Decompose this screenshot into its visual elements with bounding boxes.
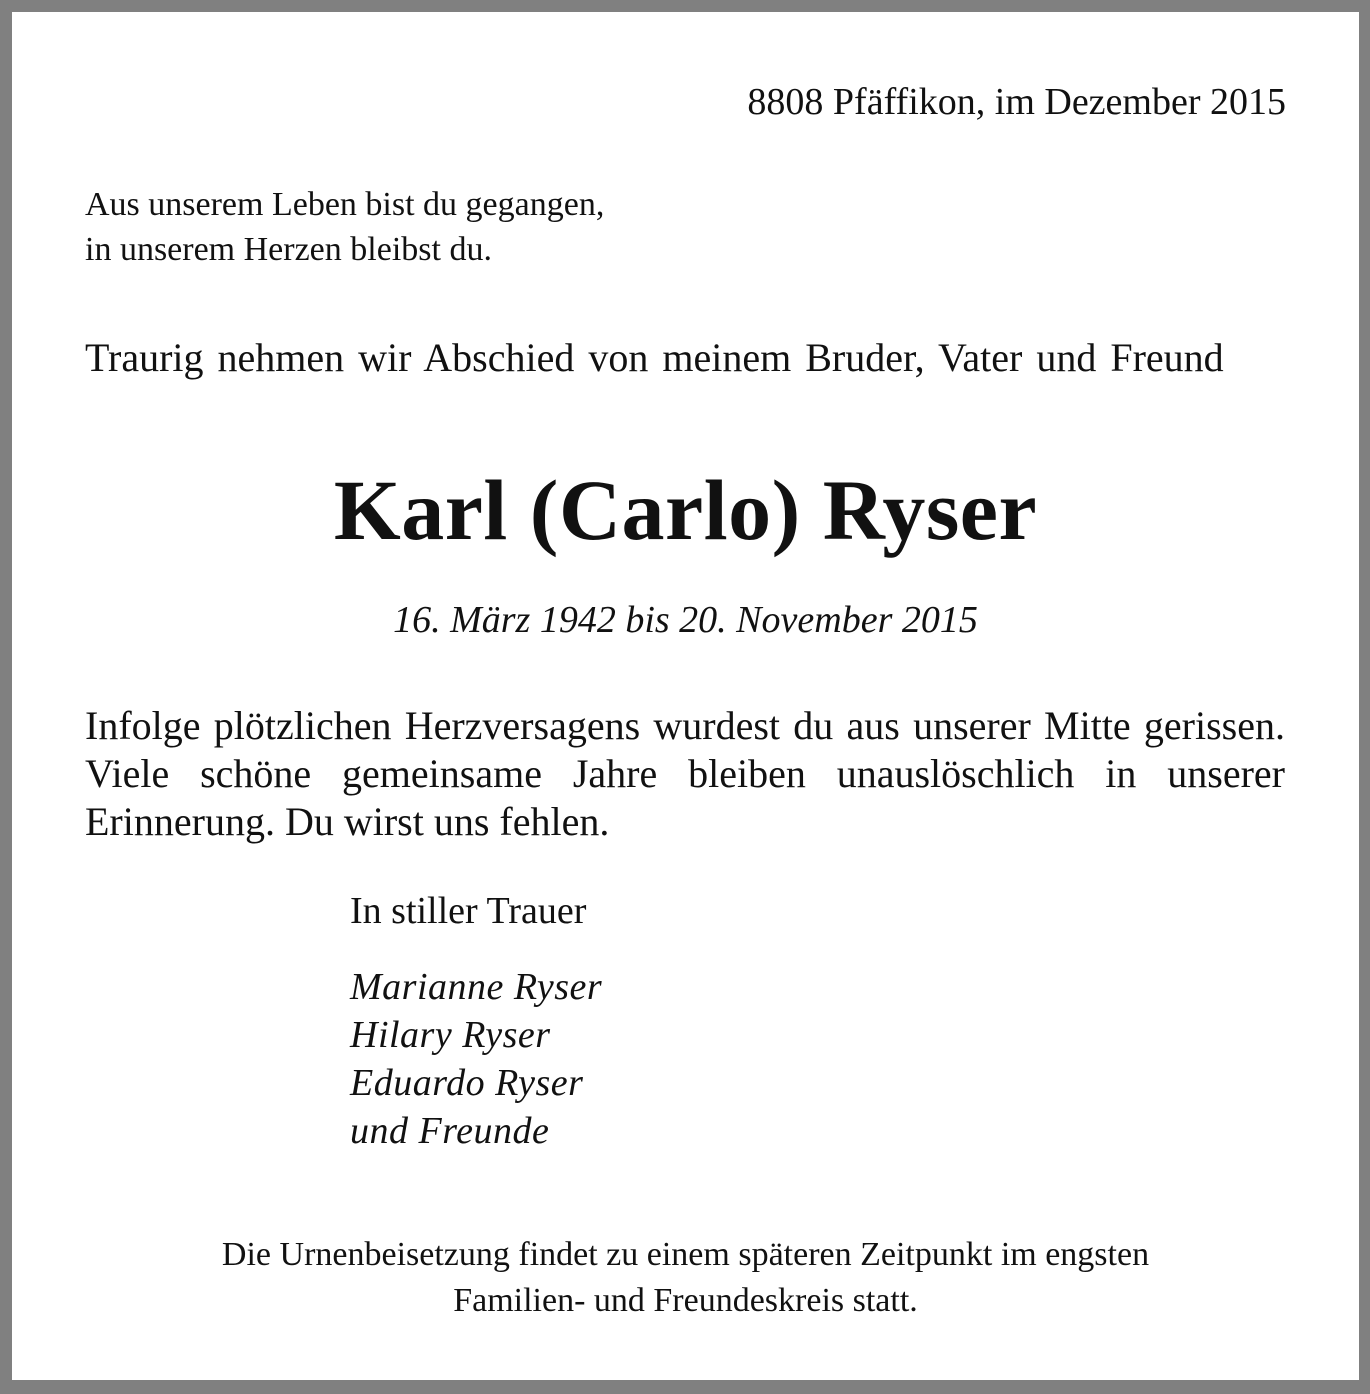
- motto-line: Aus unserem Leben bist du gegangen,: [85, 186, 605, 223]
- intro-text: Traurig nehmen wir Abschied von meinem Bruder, Vater und Freund: [85, 335, 1224, 380]
- burial-notice-line: Familien- und Freundeskreis statt.: [453, 1282, 918, 1319]
- mourners-list: [350, 963, 602, 1155]
- burial-notice-line: Die Urnenbeisetzung findet zu einem späteren Zeitpunkt im engsten: [221, 1236, 1150, 1273]
- obituary-card: [12, 12, 1359, 1380]
- mourner-name: und Freunde: [350, 1110, 550, 1152]
- motto-line: in unserem Herzen bleibst du.: [85, 231, 492, 268]
- place-date: 8808 Pfäffikon, im Dezember 2015: [747, 81, 1286, 123]
- mourner-name: Eduardo Ryser: [350, 1062, 584, 1104]
- deceased-name: Karl (Carlo) Ryser: [333, 462, 1038, 558]
- burial-notice: [12, 1232, 1359, 1324]
- message-text: Infolge plötzlichen Herzversagens wurdest du aus unserer Mitte gerissen. Viele schöne gemeinsame Jahre bleiben unauslöschlich in unserer Erinnerung. Du wirst uns fehlen.: [85, 703, 1285, 844]
- motto: [85, 182, 604, 272]
- mourner-name: Hilary Ryser: [350, 1014, 551, 1056]
- mourning-line: In stiller Trauer: [350, 890, 587, 932]
- life-dates: 16. März 1942 bis 20. November 2015: [393, 599, 978, 641]
- mourner-name: Marianne Ryser: [350, 966, 603, 1008]
